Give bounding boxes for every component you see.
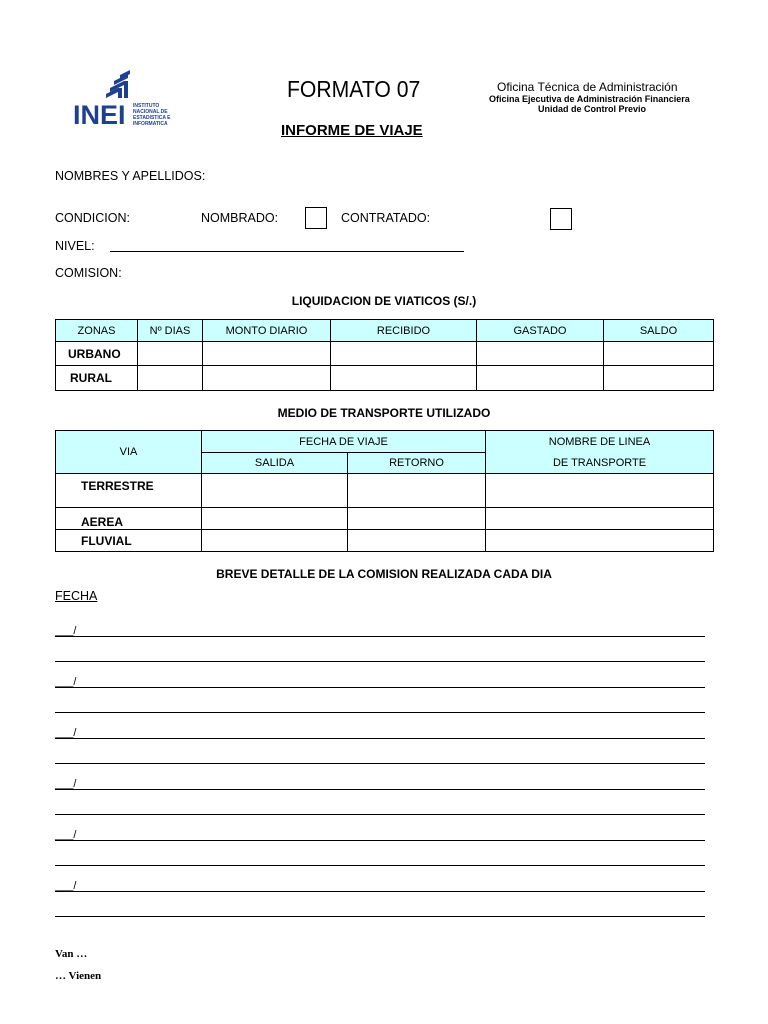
nombrado-label: NOMBRADO: [201, 211, 279, 225]
col-header-salida: SALIDA [202, 453, 348, 474]
detail-entry-line[interactable] [55, 636, 705, 637]
cell-input[interactable] [331, 342, 477, 366]
office-subunit: Oficina Ejecutiva de Administración Financiera [489, 94, 690, 104]
col-header-saldo: SALDO [604, 320, 714, 342]
transporte-title: MEDIO DE TRANSPORTE UTILIZADO [277, 406, 491, 420]
table-row [56, 342, 714, 366]
office-name: Oficina Técnica de Administración [497, 80, 678, 94]
detail-entry-line[interactable] [55, 712, 705, 713]
cell-input[interactable] [604, 342, 714, 366]
date-mark: ___/ [55, 880, 77, 892]
contratado-label: CONTRATADO: [341, 211, 431, 225]
office-unit: Unidad de Control Previo [538, 104, 647, 114]
logo-wordmark: INEI [73, 100, 126, 130]
nombres-label: NOMBRES Y APELLIDOS: [55, 169, 206, 183]
date-mark: ___/ [55, 676, 77, 688]
col-header-retorno: RETORNO [348, 453, 486, 474]
condicion-label: CONDICION: [55, 211, 130, 225]
detail-entry-line[interactable] [55, 865, 705, 866]
detail-entry-line[interactable] [55, 738, 705, 739]
cell-input[interactable] [138, 366, 203, 391]
cell-input[interactable] [202, 508, 348, 530]
detail-entry-line[interactable] [55, 661, 705, 662]
nivel-input-line[interactable] [110, 251, 464, 252]
vienen-label: … Vienen [55, 970, 102, 982]
cell-input[interactable] [486, 530, 714, 552]
cell-input[interactable] [348, 508, 486, 530]
cell-input[interactable] [202, 474, 348, 508]
table-row [56, 508, 714, 530]
cell-input[interactable] [348, 530, 486, 552]
cell-input[interactable] [477, 342, 604, 366]
nivel-label: NIVEL: [55, 239, 95, 253]
cell-input[interactable] [486, 508, 714, 530]
date-mark: ___/ [55, 727, 77, 739]
cell-input[interactable] [348, 474, 486, 508]
col-header-recibido: RECIBIDO [331, 320, 477, 342]
cell-input[interactable] [202, 530, 348, 552]
cell-input[interactable] [138, 342, 203, 366]
cell-input[interactable] [203, 342, 331, 366]
liquidacion-table [55, 319, 714, 391]
cell-input[interactable] [486, 474, 714, 508]
col-header-zonas: ZONAS [56, 320, 138, 342]
date-mark: ___/ [55, 625, 77, 637]
detail-entry-line[interactable] [55, 840, 705, 841]
detail-entry-line[interactable] [55, 916, 705, 917]
date-mark: ___/ [55, 778, 77, 790]
row-label-rural: RURAL [56, 366, 138, 391]
detalle-title: BREVE DETALLE DE LA COMISION REALIZADA CADA DIA [216, 567, 552, 581]
col-header-monto: MONTO DIARIO [203, 320, 331, 342]
fecha-label: FECHA [55, 589, 98, 603]
table-row [56, 366, 714, 391]
detail-entry-line[interactable] [55, 891, 705, 892]
date-mark: ___/ [55, 829, 77, 841]
detail-entry-line[interactable] [55, 789, 705, 790]
detail-entry-line[interactable] [55, 763, 705, 764]
row-label-fluvial: FLUVIAL [56, 530, 202, 552]
table-row [56, 474, 714, 508]
cell-input[interactable] [477, 366, 604, 391]
nombrado-checkbox[interactable] [305, 207, 327, 229]
form-code: FORMATO 07 [287, 76, 421, 102]
detail-entry-line[interactable] [55, 814, 705, 815]
transporte-table [55, 430, 714, 552]
form-title: INFORME DE VIAJE [281, 122, 423, 139]
row-label-urbano: URBANO [56, 342, 138, 366]
comision-label: COMISION: [55, 266, 122, 280]
col-header-nombre-linea: NOMBRE DE LINEA [486, 431, 714, 453]
col-header-via: VIA [56, 431, 202, 474]
row-label-terrestre: TERRESTRE [56, 474, 202, 508]
row-label-aerea: AEREA [56, 508, 202, 530]
van-label: Van … [55, 948, 88, 960]
col-header-de-transporte: DE TRANSPORTE [486, 453, 714, 474]
contratado-checkbox[interactable] [550, 208, 572, 230]
col-header-dias: Nº DIAS [138, 320, 203, 342]
cell-input[interactable] [203, 366, 331, 391]
logo-subtitle: INSTITUTO NACIONAL DE ESTADISTICA E INFORMATICA [133, 103, 171, 127]
liquidacion-title: LIQUIDACION DE VIATICOS (S/.) [291, 294, 477, 308]
col-header-gastado: GASTADO [477, 320, 604, 342]
table-row [56, 530, 714, 552]
cell-input[interactable] [604, 366, 714, 391]
col-header-fecha-viaje: FECHA DE VIAJE [202, 431, 486, 453]
cell-input[interactable] [331, 366, 477, 391]
detail-entry-line[interactable] [55, 687, 705, 688]
